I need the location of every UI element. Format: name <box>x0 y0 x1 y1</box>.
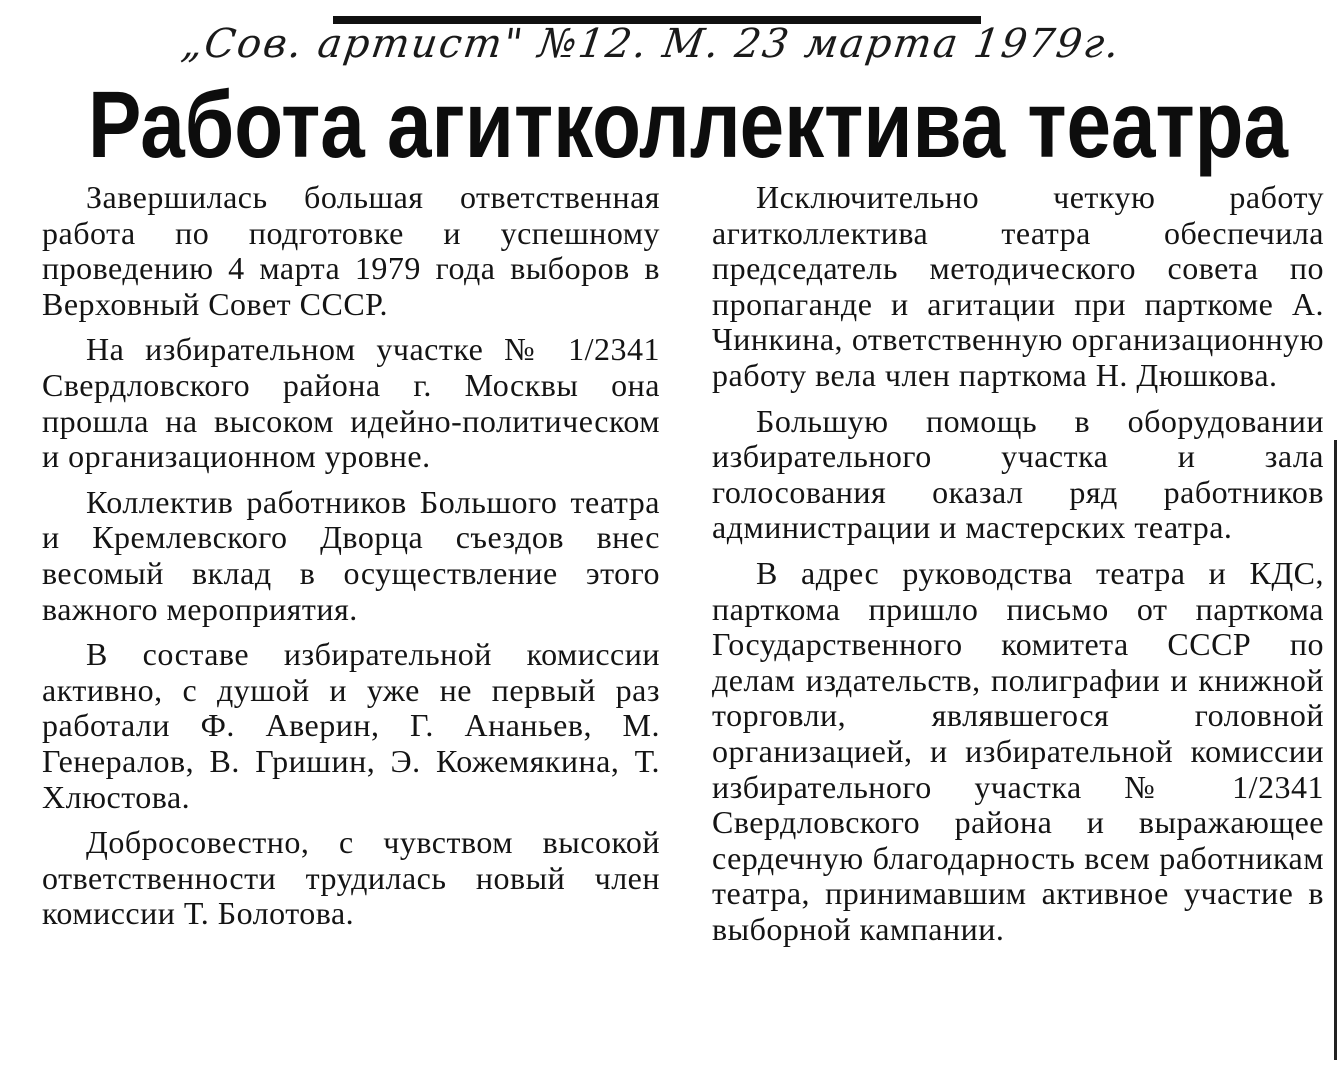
left-column <box>42 180 660 942</box>
handwritten-source-note: „Сов. артист" №12. М. 23 марта 1979г. <box>178 21 1124 67</box>
paragraph: На избирательном участке № 1/2341 Свердловского района г. Москвы она прошла на высоком идейно-политическом и организационном уровне. <box>42 331 660 475</box>
clipping-edge <box>1334 440 1337 1060</box>
headline: Работа агитколлектива театра <box>88 71 1289 177</box>
paragraph: Коллектив работников Большого театра и Кремлевского Дворца съездов внес весомый вклад в осуществление этого важного мероприятия. <box>42 483 660 627</box>
paragraph: В составе избирательной комиссии активно, с душой и уже не первый раз работали Ф. Аверин, Г. Ананьев, М. Генералов, В. Гришин, Э. Кожемякина, Т. Хлюстова. <box>42 636 660 815</box>
paragraph: Исключительно четкую работу агитколлектива театра обеспечила председатель методического совета по пропаганде и агитации при парткоме А. Чинкина, ответственную организационную работу вела член парткома Н. Дюшкова. <box>712 179 1324 393</box>
paragraph: Добросовестно, с чувством высокой ответственности трудилась новый член комиссии Т. Болотова. <box>42 824 660 932</box>
paragraph: Завершилась большая ответственная работа по подготовке и успешному проведению 4 марта 1979 года выборов в Верховный Совет СССР. <box>42 179 660 322</box>
paragraph: В адрес руководства театра и КДС, парткома пришло письмо от парткома Государственного комитета СССР по делам издательств, полиграфии и книжной торговли, являвшегося головной организацией, и избирательной комиссии избирательного участка № 1/2341 Свердловского района и выражающее сердечную благодарность всем работникам театра, принимавшим активное участие в выборной кампании. <box>712 554 1324 947</box>
paragraph: Большую помощь в оборудовании избирательного участка и зала голосования оказал ряд работников администрации и мастерских театра. <box>712 402 1324 546</box>
right-column <box>712 180 1324 957</box>
